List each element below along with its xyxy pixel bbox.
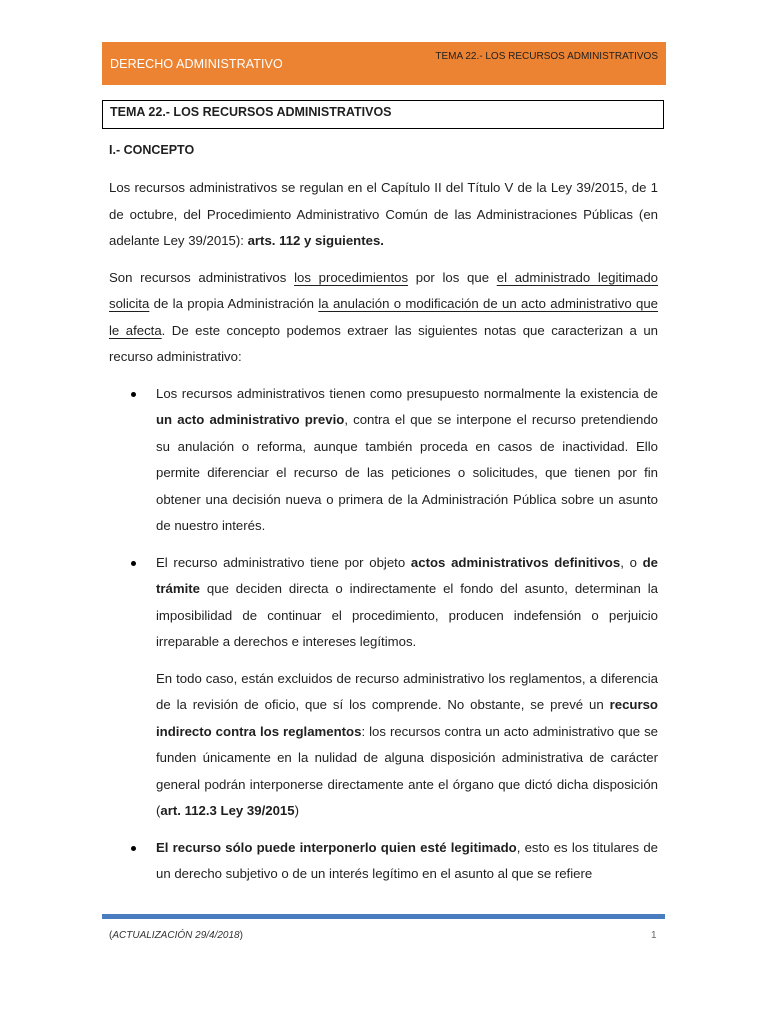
- section-heading: I.- CONCEPTO: [109, 143, 195, 157]
- document-body: [109, 175, 658, 888]
- footer-update-date: (ACTUALIZACIÓN 29/4/2018): [109, 930, 243, 941]
- page-number: 1: [651, 930, 657, 941]
- header-subject: DERECHO ADMINISTRATIVO: [110, 57, 283, 71]
- document-title: TEMA 22.- LOS RECURSOS ADMINISTRATIVOS: [102, 100, 664, 129]
- paragraph-2: Son recursos administrativos los procedimientos por los que el administrado legitimado solicita de la propia Administración la anulación o modificación de un acto administrativo que le afecta. De este concepto podemos extraer las siguientes notas que caracterizan a un recurso administrativo:: [109, 269, 659, 364]
- list-item: El recurso administrativo tiene por objeto actos administrativos definitivos, o de trámite que deciden directa o indirectamente el fondo del asunto, determinan la imposibilidad de continuar el procedimiento, producen indefensión o perjuicio irreparable a derechos e intereses legítimos. En todo caso, están excluidos de recurso administrativo los reglamentos, a diferencia de la revisión de oficio, que sí los comprende. No obstante, se prevé un recurso indirecto contra los reglamentos: los recursos contra un acto administrativo que se funden únicamente en la nulidad de alguna disposición administrativa de carácter general podrán interponerse directamente ante el órgano que dictó dicha disposición (art. 112.3 Ley 39/2015): [109, 550, 658, 825]
- paragraph-1: Los recursos administrativos se regulan en el Capítulo II del Título V de la Ley 39/2015, de 1 de octubre, del Procedimiento Administrativo Común de las Administraciones Públicas (en adelante Ley 39/2015): arts. 112 y siguientes.: [109, 180, 658, 248]
- list-item-subparagraph: En todo caso, están excluidos de recurso administrativo los reglamentos, a diferencia de la revisión de oficio, que sí los comprende. No obstante, se prevé un recurso indirecto contra los reglamentos: los recursos contra un acto administrativo que se funden únicamente en la nulidad de alguna disposición administrativa de carácter general podrán interponerse directamente ante el órgano que dictó dicha disposición (art. 112.3 Ley 39/2015): [156, 670, 658, 818]
- bullet-icon: [131, 846, 136, 851]
- bullet-list: [109, 381, 658, 888]
- list-item: Los recursos administrativos tienen como presupuesto normalmente la existencia de un acto administrativo previo, contra el que se interpone el recurso pretendiendo su anulación o reforma, aunque también proceda en casos de inactividad. Ello permite diferenciar el recurso de las peticiones o solicitudes, que tienen por fin obtener una decisión nueva o primera de la Administración Pública sobre un asunto de nuestro interés.: [109, 381, 658, 540]
- page-header: [102, 42, 666, 85]
- bullet-icon: [131, 392, 136, 397]
- header-topic: TEMA 22.- LOS RECURSOS ADMINISTRATIVOS: [435, 51, 658, 62]
- footer-divider: [102, 914, 665, 919]
- bullet-icon: [131, 561, 136, 566]
- list-item: El recurso sólo puede interponerlo quien esté legitimado, esto es los titulares de un derecho subjetivo o de un interés legítimo en el asunto al que se refiere: [109, 835, 658, 888]
